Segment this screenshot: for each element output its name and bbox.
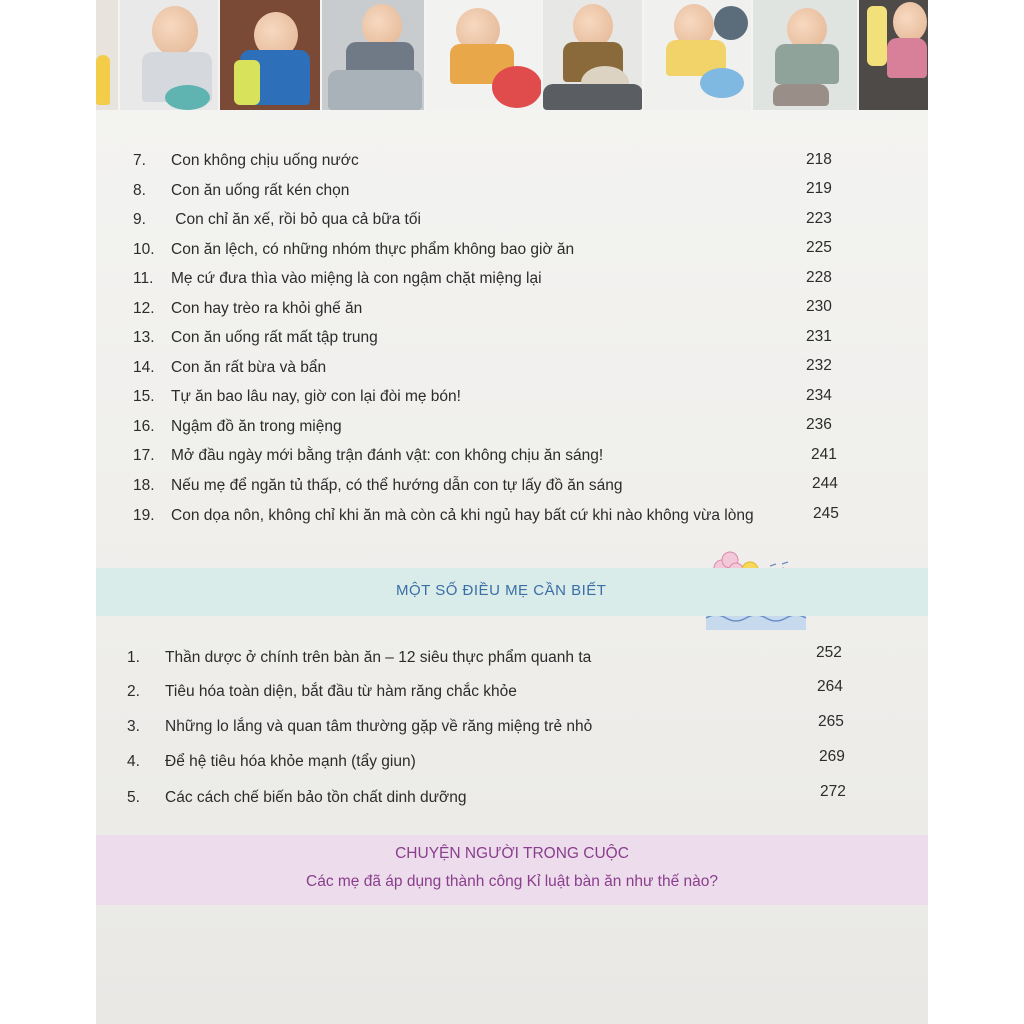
toc-item-number: 19. — [133, 507, 155, 524]
toc-item — [133, 356, 326, 380]
toc-item-page: 219 — [806, 180, 832, 197]
toc-item-page: 231 — [806, 328, 832, 345]
baby-photo — [859, 0, 928, 110]
toc-item-number: 16. — [133, 418, 155, 435]
toc-item — [127, 715, 592, 739]
baby-photo — [543, 0, 643, 110]
baby-photo-strip — [96, 0, 928, 110]
toc-item-title: Con dọa nôn, không chỉ khi ăn mà còn cả khi ngủ hay bất cứ khi nào không vừa lòng — [171, 507, 754, 524]
toc-item-page: 228 — [806, 269, 832, 286]
toc-item-title: Tiêu hóa toàn diện, bắt đầu từ hàm răng chắc khỏe — [165, 683, 517, 700]
toc-item — [133, 326, 378, 350]
toc-item-page: 223 — [806, 210, 832, 227]
toc-item-number: 17. — [133, 447, 155, 464]
section-title: MỘT SỐ ĐIỀU MẸ CẦN BIẾT — [396, 582, 607, 599]
toc-item-page: 218 — [806, 151, 832, 168]
toc-item-number: 4. — [127, 753, 140, 770]
toc-item — [127, 680, 517, 704]
toc-item-number: 8. — [133, 182, 146, 199]
toc-item-title: Để hệ tiêu hóa khỏe mạnh (tẩy giun) — [165, 753, 416, 770]
toc-item-title: Mẹ cứ đưa thìa vào miệng là con ngậm chặt miệng lại — [171, 270, 542, 287]
toc-item-title: Con hay trèo ra khỏi ghế ăn — [171, 300, 363, 317]
toc-item-number: 7. — [133, 152, 146, 169]
section-band-know — [96, 568, 928, 616]
toc-item — [133, 238, 574, 262]
toc-item-number: 18. — [133, 477, 155, 494]
toc-item-page: 236 — [806, 416, 832, 433]
toc-item-number: 10. — [133, 241, 155, 258]
toc-item-number: 5. — [127, 789, 140, 806]
toc-item-number: 1. — [127, 649, 140, 666]
toc-item-page: 225 — [806, 239, 832, 256]
toc-item-page: 230 — [806, 298, 832, 315]
toc-item — [133, 179, 349, 203]
toc-item-title: Mở đầu ngày mới bằng trận đánh vật: con không chịu ăn sáng! — [171, 447, 604, 464]
toc-item-number: 11. — [133, 270, 154, 287]
baby-photo — [426, 0, 544, 110]
section-band-stories — [96, 835, 928, 905]
toc-item-number: 15. — [133, 388, 155, 405]
toc-item-title: Con ăn rất bừa và bẩn — [171, 359, 327, 376]
toc-item-title: Nếu mẹ để ngăn tủ thấp, có thể hướng dẫn con tự lấy đồ ăn sáng — [171, 477, 623, 494]
baby-photo — [220, 0, 322, 110]
toc-item — [133, 385, 461, 409]
toc-item-page: 252 — [816, 644, 842, 661]
toc-item-page: 264 — [817, 678, 843, 695]
toc-item-title: Tự ăn bao lâu nay, giờ con lại đòi mẹ bón! — [171, 388, 461, 405]
toc-item-title: Con ăn uống rất mất tập trung — [171, 329, 378, 346]
toc-item-title: Ngậm đồ ăn trong miệng — [171, 418, 342, 435]
toc-item — [127, 646, 591, 670]
toc-item-number: 12. — [133, 300, 155, 317]
toc-item-title: Thần dược ở chính trên bàn ăn – 12 siêu thực phẩm quanh ta — [165, 649, 592, 666]
toc-item-title: Những lo lắng và quan tâm thường gặp về răng miệng trẻ nhỏ — [165, 718, 593, 735]
toc-item-number: 13. — [133, 329, 155, 346]
section-title: CHUYỆN NGƯỜI TRONG CUỘC — [395, 845, 629, 862]
toc-item — [133, 149, 359, 173]
toc-item — [127, 750, 416, 774]
toc-item-title: Con ăn uống rất kén chọn — [171, 182, 350, 199]
toc-item-page: 265 — [818, 713, 844, 730]
toc-item-title: Con ăn lệch, có những nhóm thực phẩm không bao giờ ăn — [171, 241, 575, 258]
toc-item-title: Con chỉ ăn xế, rồi bỏ qua cả bữa tối — [171, 211, 421, 228]
toc-item-number: 14. — [133, 359, 155, 376]
toc-item — [133, 504, 754, 528]
toc-item-page: 244 — [812, 475, 838, 492]
toc-item — [133, 474, 622, 498]
toc-item-page: 232 — [806, 357, 832, 374]
toc-item-title: Các cách chế biến bảo tồn chất dinh dưỡng — [165, 789, 467, 806]
toc-item-page: 272 — [820, 783, 846, 800]
toc-item-page: 245 — [813, 505, 839, 522]
toc-item-page: 234 — [806, 387, 832, 404]
toc-item — [133, 415, 342, 439]
baby-photo — [96, 0, 120, 110]
toc-item — [133, 444, 603, 468]
toc-item-number: 9. — [133, 211, 146, 228]
toc-item — [127, 786, 466, 810]
toc-item-number: 2. — [127, 683, 140, 700]
toc-item — [133, 297, 362, 321]
baby-photo — [753, 0, 859, 110]
toc-item-title: Con không chịu uống nước — [171, 152, 359, 169]
section-subtitle: Các mẹ đã áp dụng thành công Kỉ luật bàn ăn như thế nào? — [306, 873, 718, 890]
toc-item-page: 269 — [819, 748, 845, 765]
baby-photo — [644, 0, 754, 110]
toc-item — [133, 208, 421, 232]
toc-item-page: 241 — [811, 446, 837, 463]
baby-photo — [322, 0, 426, 110]
toc-item — [133, 267, 542, 291]
baby-photo — [120, 0, 220, 110]
toc-item-number: 3. — [127, 718, 140, 735]
